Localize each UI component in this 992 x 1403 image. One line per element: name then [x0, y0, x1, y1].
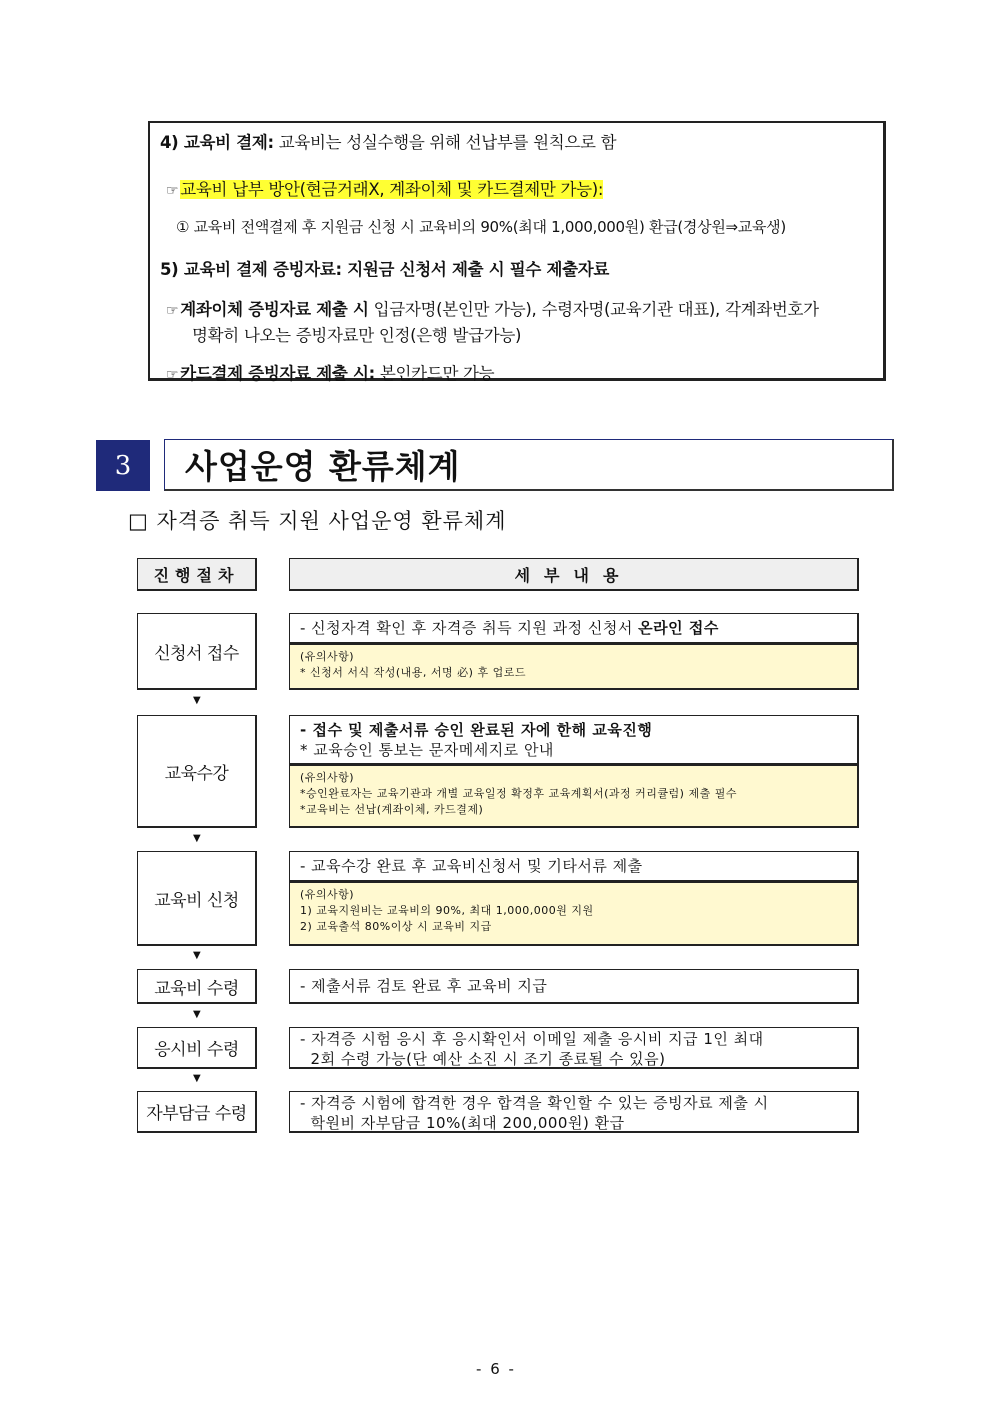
- step-self-pay-receipt: 자부담금 수령: [137, 1091, 257, 1133]
- payment-rule-line: [160, 129, 616, 153]
- detail-text: - 자격증 시험 응시 후 응시확인서 이메일 제출 응시비 지급 1인 최대: [300, 1030, 764, 1048]
- detail-exam-fee-receipt: [289, 1027, 859, 1069]
- payment-refund-line: ① 교육비 전액결제 후 지원금 신청 시 교육비의 90%(최대 1,000,000원) 환급(경상원⇒교육생): [176, 218, 786, 236]
- detail-text: - 교육수강 완료 후 교육비신청서 및 기타서류 제출: [300, 857, 643, 875]
- step-fee-request: 교육비 신청: [137, 851, 257, 946]
- card-proof-label: 카드결제 증빙자료 제출 시:: [180, 364, 375, 383]
- transfer-proof-line: [166, 296, 819, 320]
- detail-application: [289, 613, 859, 644]
- step-fee-receipt: 교육비 수령: [137, 969, 257, 1004]
- payment-method-highlight: 교육비 납부 방안(현금거래X, 계좌이체 및 카드결제만 가능):: [180, 180, 604, 199]
- note-title: (유의사항): [300, 771, 355, 784]
- section-number-badge: 3: [96, 440, 150, 491]
- note-line: 2) 교육출석 80%이상 시 교육비 지급: [300, 920, 492, 933]
- flow-arrow-icon: ▼: [193, 833, 201, 844]
- transfer-proof-line-2: 명확히 나오는 증빙자료만 인정(은행 발급가능): [192, 326, 522, 345]
- detail-text: - 접수 및 제출서류 승인 완료된 자에 한해 교육진행: [300, 721, 653, 739]
- note-course: [289, 765, 859, 828]
- flow-arrow-icon: ▼: [193, 950, 201, 961]
- note-application: [289, 644, 859, 690]
- pointing-hand-icon: ☞: [166, 367, 179, 383]
- card-proof-line: [166, 360, 494, 384]
- proof-heading-text: 5) 교육비 결제 증빙자료: 지원금 신청서 제출 시 필수 제출자료: [160, 260, 610, 279]
- page-number: - 6 -: [476, 1360, 516, 1378]
- detail-text: - 자격증 시험에 합격한 경우 합격을 확인할 수 있는 증빙자료 제출 시: [300, 1094, 769, 1112]
- proof-heading: [160, 256, 609, 280]
- detail-bold-text: 온라인 접수: [638, 619, 719, 637]
- detail-course: [289, 715, 859, 765]
- note-line: *교육비는 선납(계좌이체, 카드결제): [300, 803, 484, 816]
- pointing-hand-icon: ☞: [166, 183, 179, 199]
- step-course: 교육수강: [137, 715, 257, 828]
- payment-heading: 4) 교육비 결제:: [160, 133, 274, 152]
- table-header-detail: 세부내용: [289, 558, 859, 591]
- section-subtitle: □ 자격증 취득 지원 사업운영 환류체계: [128, 509, 507, 533]
- section-title: 사업운영 환류체계: [164, 439, 894, 491]
- detail-text: 2회 수령 가능(단 예산 소진 시 조기 종료될 수 있음): [300, 1050, 666, 1068]
- card-proof-text: 본인카드만 가능: [374, 364, 495, 383]
- payment-method-line: [166, 176, 603, 200]
- note-line: *승인완료자는 교육기관과 개별 교육일정 확정후 교육계획서(과정 커리큘럼) 제출 필수: [300, 787, 737, 800]
- detail-text: * 교육승인 통보는 문자메세지로 안내: [300, 741, 554, 759]
- table-header-step: 진행절차: [137, 558, 257, 591]
- payment-info-box: [148, 121, 886, 381]
- flow-arrow-icon: ▼: [193, 1009, 201, 1020]
- detail-text: 학원비 자부담금 10%(최대 200,000원) 환급: [300, 1114, 625, 1132]
- detail-fee-receipt: [289, 969, 859, 1004]
- transfer-proof-label: 계좌이체 증빙자료 제출 시: [180, 300, 369, 319]
- note-title: (유의사항): [300, 888, 355, 901]
- step-application: 신청서 접수: [137, 613, 257, 690]
- flow-arrow-icon: ▼: [193, 695, 201, 706]
- note-line: 1) 교육지원비는 교육비의 90%, 최대 1,000,000원 지원: [300, 904, 594, 917]
- payment-rule-text: 교육비는 성실수행을 위해 선납부를 원칙으로 함: [273, 133, 617, 152]
- detail-self-pay-receipt: [289, 1091, 859, 1133]
- note-fee-request: [289, 882, 859, 946]
- detail-fee-request: [289, 851, 859, 882]
- note-line: * 신청서 서식 작성(내용, 서명 必) 후 업로드: [300, 666, 526, 679]
- pointing-hand-icon: ☞: [166, 303, 179, 319]
- detail-text: - 제출서류 검토 완료 후 교육비 지급: [300, 977, 548, 995]
- step-exam-fee-receipt: 응시비 수령: [137, 1027, 257, 1069]
- flow-arrow-icon: ▼: [193, 1073, 201, 1084]
- detail-text: - 신청자격 확인 후 자격증 취득 지원 과정 신청서: [300, 619, 639, 637]
- transfer-proof-text: 입금자명(본인만 가능), 수령자명(교육기관 대표), 각계좌번호가: [368, 300, 819, 319]
- note-title: (유의사항): [300, 650, 355, 663]
